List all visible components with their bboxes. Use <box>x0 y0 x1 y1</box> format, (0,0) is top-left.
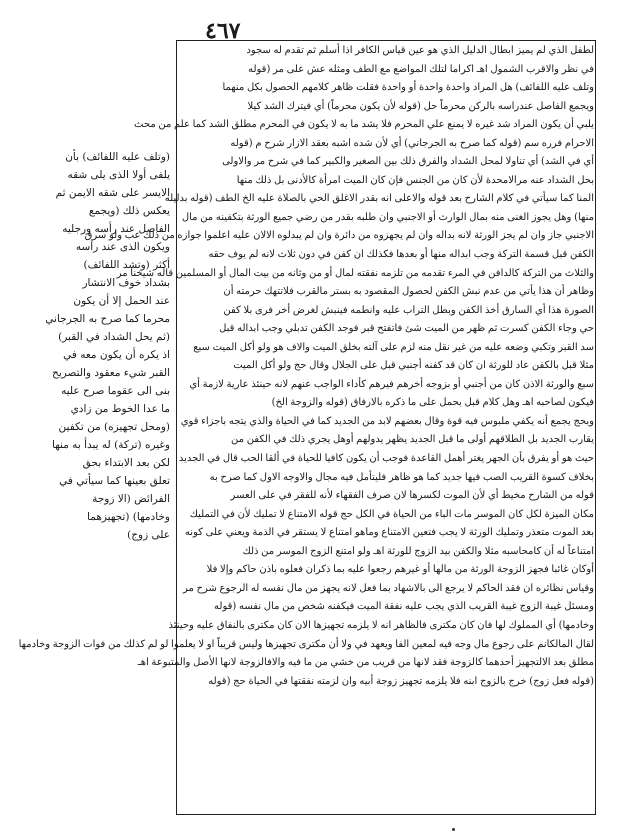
margin-text-line: الفاصل عند رأسه ورجليه <box>62 223 170 235</box>
main-text-line: فيكون لصاحبه اهـ وهل كلام قبل بحمل على ما ذكره بالارفاق (قوله والزوجة الخ) <box>271 397 594 409</box>
margin-text-line: الايسر على شقه الايمن ثم <box>55 187 170 199</box>
main-text-line: سبع والورثة الاذن كان من أجنبي أو بزوجه أخرهم فيرهم كأداء الواجب عنهم لانه حينئذ عارية لازمة أي <box>189 378 594 390</box>
margin-text-line: بشداد خوف الانتشار <box>82 277 170 289</box>
main-text-line: أوكان غائبا فجهز الزوجة الورثة من مالها أو غيرهم رجعوا عليه بما ذكران فعلوه باذن حاكم وإلا فلا <box>206 564 594 576</box>
main-text-line: مكان الميزة لكل كان الموسر مات الباء من الحياة في الكل حج قوله الامتناع لا تمليك لأن في التمليك <box>189 508 594 520</box>
main-text-line: في نظر والاقرب الشمول اهـ اكراما لتلك المواضع مع الطف ومثله عش على مر (قوله <box>248 63 594 75</box>
margin-text-line: وغيره (تركة) له يبدأ به منها <box>52 439 170 451</box>
margin-text-line: (ثم يحل الشداد في القبر) <box>58 331 170 343</box>
margin-text-line: ويكون الذى عند رأسه <box>75 241 170 253</box>
margin-text-line: يعكس ذلك (ويجمع <box>88 205 170 217</box>
page-number: ٤٦٧ <box>205 18 241 44</box>
margin-text-line: لكن بعد الابتداء بحق <box>82 457 170 469</box>
main-text-line: بخلاف كسوة القريب الصب فيها جديد كما هو ظاهر فليتأمل فيه مجال والاوجه الاول كما صرح به <box>209 471 594 483</box>
margin-text-line: (وتلف عليه اللفائف) بأن <box>65 151 170 163</box>
margin-text-line: تعلق بعينها كما سيأتي في <box>59 475 170 487</box>
page-dot-mark <box>452 828 455 831</box>
main-text-line: منها) وهل يجوز الغنى منه بمال الوارث أو الاجنبي وان طلبه بقدر من رضي جميع الورثة بتكفينه من مال <box>181 211 594 223</box>
main-text-line: الاحرام فرره سم (قوله كما صرح به الجرجاني) أي لأن شده اشبه بعقد الازار شرح م (قوله <box>230 137 594 149</box>
margin-text-line: على زوج) <box>127 529 170 541</box>
margin-text-line: محرما كما صرح به الجرجاني <box>45 313 170 325</box>
main-text-line: وتلف عليه اللفائف) هل المراد واحدة واحدة أو واحدة فقلت ظاهر كلامهم الحصول بكل منهما <box>222 82 594 94</box>
main-text-line: حي وجاء الكفن كسرت ثم ظهر من الميت شئ فاتفتح قبر فوجد الكفن تدبلي وجب ابداله قبل <box>219 323 594 335</box>
main-text-line: (قوله فعل زوج) خرج بالزوج ابنه فلا يلزمه تجهيز زوجة أبيه وان لزمته نفقتها في الحياة حج (قوله <box>208 675 594 687</box>
main-text-line: يلبي أن يكون المراد شد غيره لا يمنع علي المحرم فلا يشد ما به لا يكون في المحرم مطلق الشد كما علم من محث <box>134 119 594 131</box>
margin-text-line: الفرائض (الا زوجة <box>92 493 170 505</box>
main-text-line: وظاهر أن هذا يأتي من عدم نبش الكفن لحصول المقصود به بستر مالقرب فلاتتهك حرمته أن <box>223 286 594 298</box>
main-text-line: بحل الشداد عنه مرالامحدة لأن كان من الجنس فإن كان الميت امرأة كالأدنى بل ذلك منها <box>236 174 594 186</box>
main-text-line: وخادمها) أي المملوك لها فان كان مكترى فالظاهر انه لا يلزمه تجهيزها الان كان مكترى بالنفاق عليه وحينئذ <box>168 619 594 631</box>
main-text-line: قوله من الشارح مخيط أي لأن الموت لكسرها لان صرف الفقهاء لأنه للفقر في على العسر <box>230 490 594 502</box>
main-text-line: أي في الشد) أي تناولا لمحل الشداد والفرق ذلك بين الصغير والكبير كما في شرح مر والاولى <box>222 156 594 168</box>
margin-text-line: يلفى أولا الذى يلى شقه <box>67 169 170 181</box>
margin-text-line: أكثر (وتشد اللفائف) <box>83 259 170 271</box>
main-text-line: حيث هو أو يفرق بأن الجهر يغتر أهمل القاعدة فوجب أن يكون كافيا للحياة في ألقا الحب قال في الجديد <box>178 453 594 465</box>
main-text-line: الصورة هذا أي السارق أخذ الكفن وبطل التراب عليه وانطمه فينبش لغرض أخر فرى بلا كفن <box>223 304 594 316</box>
margin-text-line: القبر شيء معقود والتصريح <box>52 367 170 379</box>
main-text-line: يقارب الجديد بل الطلاقهم أولى ما قبل الجديد يظهر يدولهم أوهل يجري ذلك في الكفن من <box>231 434 594 446</box>
margin-text-line: بنى الى عقوما صرح عليه <box>61 385 170 397</box>
main-text-line: الكفن قبل قسمة التركة وجب ابداله منها أو بعدها فكذلك ان كفن في دون ثلاث لانه لم يوف حقه <box>208 249 594 261</box>
main-text-line: امتناعاً له أن كامحاسبه مثلا والكفن بيد الزوج للورثة اهـ ولو امتنع الزوج الموسر من ذلك <box>242 545 594 557</box>
main-text-line: سد القبر وتكبي وضعه عليه من غير نقل منه لزم على آلته بخلق الميت والاف هو ولو أكل الميت سبع <box>193 341 594 353</box>
main-text-line: مثلا قبل بالكفن عاد للورثة ان كان قد كفنه أجنبي قبل على الجلال وقال حج ولو أكل الميت <box>233 360 594 372</box>
main-text-line: وقياس نظائره ان فقد الحاكم لا يرجع الى بالاشهاد بما فعل لانه يجهز من مال نفسه له الرجوع شرح مر <box>182 582 594 594</box>
main-text-line: ويجمع الفاصل عندراسه بالركن محرماً حل (قوله لأن يكون محرماً) أي فيترك الشد كيلا <box>247 100 594 112</box>
main-text-line: وبحج يجمع أنه يكفي ملبوس فيه قوة وقال بعضهم لابد من الجديد كما في الحياة والذي يتجه باجزاء قوي <box>180 415 594 427</box>
main-text-line: الاجنبي جاز وان لم يجز الورثة لانه بداله وان لم يجهزوه من دائرة وان لم يبدلوه الالان عليه اعلموا جوازه من ذلك عب ولو سرق <box>84 230 594 242</box>
margin-text-line: وخادمها) (تجهيزهما <box>87 511 170 523</box>
margin-text-column <box>8 148 170 544</box>
margin-text-line: اذ يكره أن يكون معه في <box>63 349 170 361</box>
main-text-line: مطلق بعد الالتجهيز أحدهما كالزوجة فقد لانها من قريب من خشي من ما فيه والافالزوجة لانها الأصل والمتبوعة اهـ <box>137 657 594 669</box>
main-text-line: ومسئل غيبة الزوج غيبة القريب الذي يجب عليه نفقة الميت فيكفنه شخص من مال نفسه (قوله <box>214 601 594 613</box>
main-text-line: لقال المالكانم على رجوع مال وجه فيه لمعين الفا ويعهد في ولا أن مكترى تجهيزها وليس قريباً او لا يعلموا لو لم كذلك من فوات الزوجة وخادمها <box>18 638 594 650</box>
main-text-line: بعد الموت متعذر وتمليك الورثة لا يجب فتعين الامتناع وماهو امتناع لا يستقر في الذمة ويعني على كونه <box>184 527 594 539</box>
margin-text-line: (ومحل تجهيزه) من تكفين <box>58 421 170 433</box>
main-text-line: لطفل الذي لم يميز ابطال الدليل الذي هو عين قياس الكافر اذا أسلم ثم تقدم له سجود <box>246 45 594 56</box>
main-text-line: والثلاث من التركة كالدافن في المرء تقدمه من تلزمه نفقته لمال أو من وثانه من بيت المال أو المسلمين قاله شيخنا مر <box>116 267 594 279</box>
margin-text-line: عند الحمل إلا أن يكون <box>73 295 170 307</box>
main-text-line: المنا كما سيأتي في كلام الشارح بعد قوله والاعلى انه بقدر الاغلق الحي بالصلاة عليه الخ الطف (قوله بدليله <box>164 193 594 205</box>
margin-text-line: ما عدا الخوط من زادي <box>70 403 170 415</box>
